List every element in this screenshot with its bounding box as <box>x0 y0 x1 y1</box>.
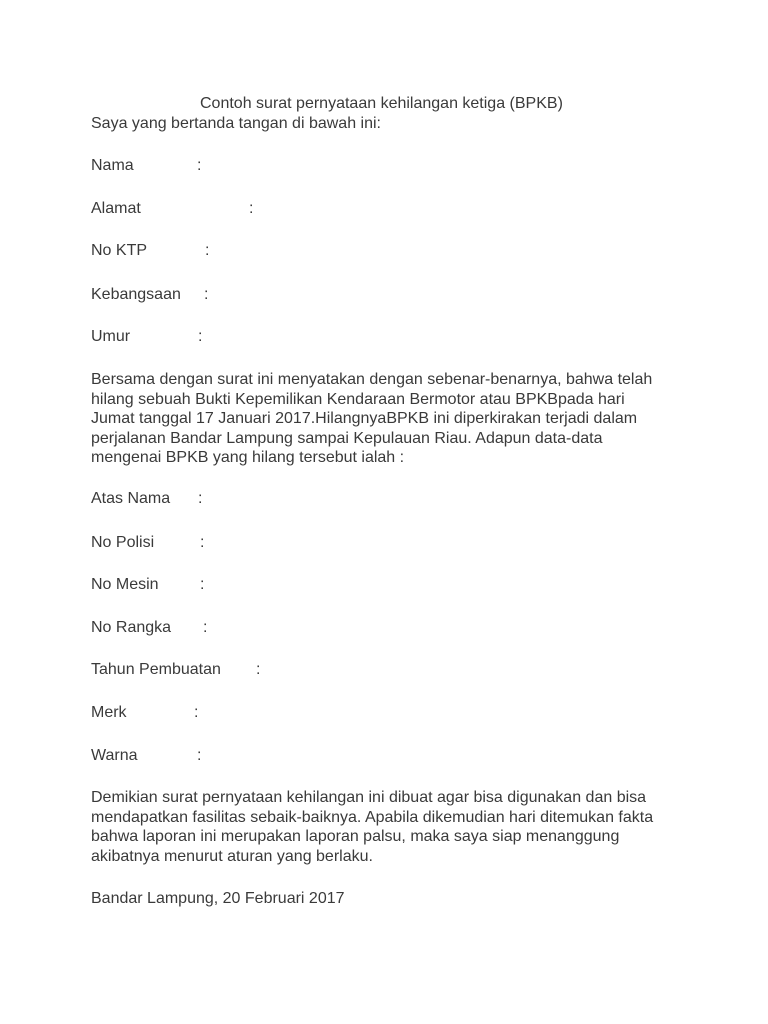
field-label-no-ktp: No KTP <box>91 242 148 259</box>
field-label-umur: Umur <box>91 328 131 345</box>
field-label-no-mesin: No Mesin <box>91 576 159 593</box>
field-label-warna: Warna <box>91 747 138 764</box>
field-separator: : <box>256 661 261 678</box>
field-label-tahun-pembuatan: Tahun Pembuatan <box>91 661 221 678</box>
field-separator: : <box>197 747 202 764</box>
paragraph-line: Jumat tanggal 17 Januari 2017.HilangnyaBPKB ini diperkirakan terjadi dalam <box>91 410 638 427</box>
field-separator: : <box>198 328 203 345</box>
field-label-no-rangka: No Rangka <box>91 619 172 636</box>
document-title: Contoh surat pernyataan kehilangan ketiga (BPKB) <box>200 95 563 112</box>
field-separator: : <box>200 576 205 593</box>
field-separator: : <box>198 490 203 507</box>
field-separator: : <box>197 157 202 174</box>
field-separator: : <box>249 200 254 217</box>
paragraph-line: hilang sebuah Bukti Kepemilikan Kendaraan Bermotor atau BPKBpada hari <box>91 390 625 408</box>
field-separator: : <box>205 242 210 259</box>
field-separator: : <box>194 704 199 721</box>
paragraph-line: akibatnya menurut aturan yang berlaku. <box>91 847 373 865</box>
field-separator: : <box>203 619 208 636</box>
paragraph-line: Demikian surat pernyataan kehilangan ini dibuat agar bisa digunakan dan bisa <box>91 789 647 806</box>
place-date: Bandar Lampung, 20 Februari 2017 <box>91 890 345 907</box>
paragraph-line: perjalanan Bandar Lampung sampai Kepulauan Riau. Adapun data-data <box>91 429 603 447</box>
intro-text: Saya yang bertanda tangan di bawah ini: <box>91 115 381 132</box>
body-paragraph <box>91 370 691 468</box>
field-label-nama: Nama <box>91 157 134 174</box>
closing-paragraph <box>91 788 691 866</box>
field-label-atas-nama: Atas Nama <box>91 490 171 507</box>
field-label-no-polisi: No Polisi <box>91 534 155 551</box>
field-label-merk: Merk <box>91 704 127 721</box>
paragraph-line: bahwa laporan ini merupakan laporan palsu, maka saya siap menanggung <box>91 828 620 845</box>
field-separator: : <box>204 286 209 303</box>
field-label-alamat: Alamat <box>91 200 141 217</box>
paragraph-line: Bersama dengan surat ini menyatakan dengan sebenar-benarnya, bahwa telah <box>91 371 653 388</box>
paragraph-line: mengenai BPKB yang hilang tersebut ialah : <box>91 449 405 466</box>
paragraph-line: mendapatkan fasilitas sebaik-baiknya. Apabila dikemudian hari ditemukan fakta <box>91 808 654 826</box>
field-separator: : <box>200 534 205 551</box>
field-label-kebangsaan: Kebangsaan <box>91 286 181 303</box>
